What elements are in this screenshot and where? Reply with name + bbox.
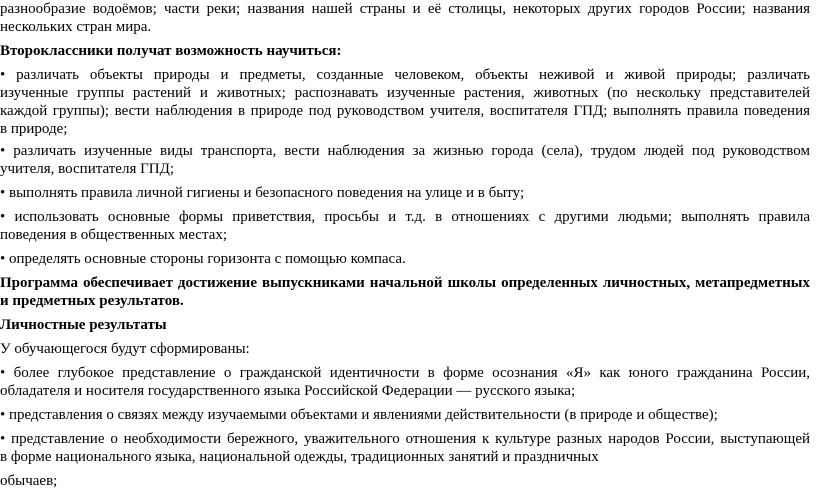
text-line: нескольких стран мира.: [0, 19, 152, 35]
section-heading: Второклассники получат возможность научиться:: [0, 43, 342, 59]
text-line: изученные группы растений и животных; распознавать изученные растения, животных (по нескольку представителей: [0, 85, 810, 101]
text-line: поведения в общественных местах;: [0, 227, 228, 243]
text-line: в форме национального языка, национальной одежды, традиционных занятий и праздничных: [0, 449, 599, 465]
bullet-item: • определять основные стороны горизонта с помощью компаса.: [0, 251, 406, 267]
bullet-item: • выполнять правила личной гигиены и безопасного поведения на улице и в быту;: [0, 185, 525, 201]
bullet-item: • различать изученные виды транспорта, вести наблюдения за жизнью города (села), трудом людей под руководством: [0, 143, 810, 159]
text-line: каждой группы); вести наблюдения в природе под руководством учителя, воспитателя ГПД; выполнять правила поведения: [0, 103, 810, 119]
section-heading: Программа обеспечивает достижение выпускниками начальной школы определенных личностных, метапредметных: [0, 275, 810, 291]
text-line: У обучающегося будут сформированы:: [0, 341, 250, 357]
bullet-item: • различать объекты природы и предметы, созданные человеком, объекты неживой и живой природы; различать: [0, 67, 810, 83]
text-line: обычаев;: [0, 473, 58, 489]
bullet-item: • более глубокое представление о гражданской идентичности в форме осознания «Я» как юного гражданина России,: [0, 365, 810, 381]
text-line: учителя, воспитателя ГПД;: [0, 161, 174, 177]
text-line: в природе;: [0, 121, 68, 137]
bullet-item: • представление о необходимости бережного, уважительного отношения к культуре разных народов России, выступающей: [0, 431, 810, 447]
bullet-item: • использовать основные формы приветствия, просьбы и т.д. в отношениях с другими людьми; выполнять правила: [0, 209, 810, 225]
section-heading: и предметных результатов.: [0, 293, 184, 309]
bullet-item: • представления о связях между изучаемыми объектами и явлениями действительности (в природе и обществе);: [0, 407, 718, 423]
text-line: разнообразие водоёмов; части реки; названия нашей страны и её столицы, некоторых других городов России; названия: [0, 1, 810, 17]
text-line: обладателя и носителя государственного языка Российской Федерации — русского языка;: [0, 383, 576, 399]
section-heading: Личностные результаты: [0, 317, 167, 333]
